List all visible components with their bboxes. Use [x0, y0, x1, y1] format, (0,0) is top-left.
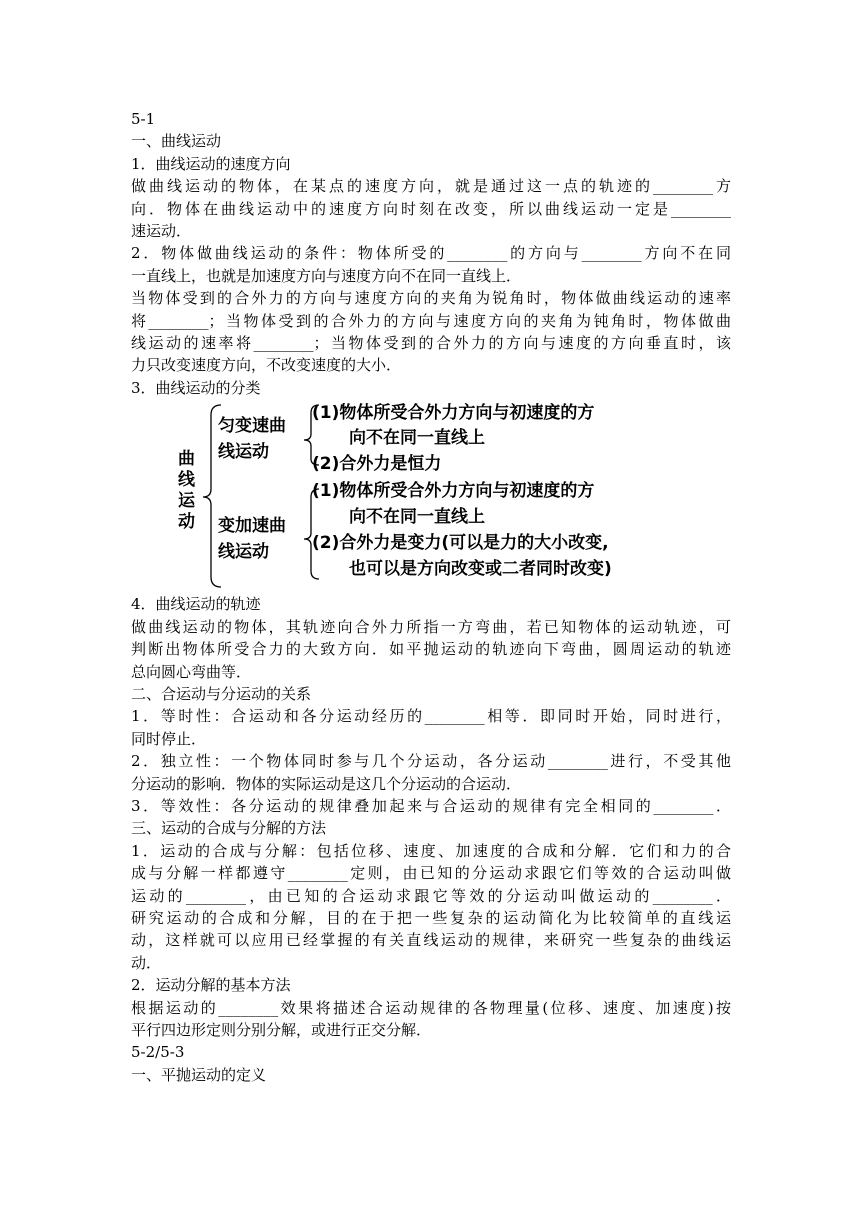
text-line: 二、合运动与分运动的关系 — [131, 684, 312, 703]
text-line: 3．等效性：各分运动的规律叠加起来与合运动的规律有完全相同的________． — [131, 796, 731, 815]
text-line: 运动的________，由已知的合运动求跟它等效的分运动叫做运动的________． — [131, 886, 731, 905]
text-line: 当物体受到的合外力的方向与速度方向的夹角为锐角时，物体做曲线运动的速率 — [131, 289, 731, 308]
text-block-a — [131, 108, 731, 399]
uniform-label-1: 匀变速曲 — [218, 416, 286, 437]
text-line: 三、运动的合成与分解的方法 — [131, 819, 327, 838]
text-line: 平行四边形定则分别分解，或进行正交分解． — [131, 1021, 432, 1039]
text-line: 4．曲线运动的轨迹 — [131, 595, 261, 614]
text-line: 成与分解一样都遵守________定则，由已知的分运动求跟它们等效的合运动叫做 — [131, 864, 731, 883]
text-line: 分运动的影响．物体的实际运动是这几个分运动的合运动． — [131, 774, 522, 793]
uniform-item1-b: 向不在同一直线上 — [349, 428, 485, 449]
text-line: 总向圆心弯曲等． — [131, 662, 252, 681]
text-line: 根据运动的________效果将描述合运动规律的各物理量(位移、速度、加速度)按 — [131, 998, 731, 1017]
text-line: 2．独立性：一个物体同时参与几个分运动，各分运动________进行，不受其他 — [131, 752, 731, 771]
text-line: 动，这样就可以应用已经掌握的有关直线运动的规律，来研究一些复杂的曲线运 — [131, 931, 731, 950]
variable-item1-a: (1)物体所受合外力方向与初速度的方 — [312, 481, 595, 502]
text-line: 一、曲线运动 — [131, 132, 222, 151]
text-line: 线运动的速率将________；当物体受到的合外力的方向与速度的方向垂直时，该 — [131, 334, 731, 353]
document-content — [131, 108, 731, 1086]
uniform-label-2: 线运动 — [218, 442, 269, 463]
text-line: 3．曲线运动的分类 — [131, 378, 261, 397]
text-line: 向．物体在曲线运动中的速度方向时刻在改变，所以曲线运动一定是________ — [131, 199, 731, 218]
text-line: 一直线上，也就是加速度方向与速度方向不在同一直线上． — [131, 266, 522, 285]
text-line: 2．运动分解的基本方法 — [131, 976, 291, 995]
variable-item2-b: 也可以是方向改变或二者同时改变) — [349, 559, 612, 580]
text-line: 速运动． — [131, 222, 192, 241]
variable-label-1: 变加速曲 — [218, 516, 286, 537]
text-block-b — [131, 593, 731, 1086]
uniform-item1-a: (1)物体所受合外力方向与初速度的方 — [312, 403, 595, 424]
text-line: 同时停止． — [131, 729, 207, 748]
text-line: 做曲线运动的物体，在某点的速度方向，就是通过这一点的轨迹的________方 — [131, 177, 731, 196]
text-line: 一、平抛运动的定义 — [131, 1065, 267, 1084]
text-line: 2．物体做曲线运动的条件：物体所受的________的方向与________方向不在同 — [131, 244, 731, 263]
text-line: 力只改变速度方向，不改变速度的大小． — [131, 356, 402, 375]
text-line: 1．曲线运动的速度方向 — [131, 154, 291, 173]
text-line: 将________；当物体受到的合外力的方向与速度方向的夹角为钝角时，物体做曲 — [131, 311, 731, 330]
classification-diagram — [131, 401, 731, 589]
variable-item2-a: (2)合外力是变力(可以是力的大小改变, — [312, 533, 609, 554]
text-line: 判断出物体所受合力的大致方向．如平抛运动的轨迹向下弯曲，圆周运动的轨迹 — [131, 640, 731, 659]
text-line: 1．等时性：合运动和各分运动经历的________相等．即同时开始，同时进行， — [131, 707, 731, 726]
text-line: 5-2/5-3 — [131, 1043, 185, 1062]
text-line: 研究运动的合成和分解，目的在于把一些复杂的运动简化为比较简单的直线运 — [131, 908, 731, 927]
text-line: 动． — [131, 953, 162, 972]
uniform-item2: (2)合外力是恒力 — [312, 454, 442, 475]
variable-item1-b: 向不在同一直线上 — [349, 507, 485, 528]
variable-label-2: 线运动 — [218, 542, 269, 563]
diagram-root-label: 曲线运动 — [178, 449, 195, 533]
text-line: 1．运动的合成与分解：包括位移、速度、加速度的合成和分解．它们和力的合 — [131, 841, 731, 860]
text-line: 做曲线运动的物体，其轨迹向合外力所指一方弯曲，若已知物体的运动轨迹，可 — [131, 617, 731, 636]
text-line: 5-1 — [131, 110, 156, 128]
